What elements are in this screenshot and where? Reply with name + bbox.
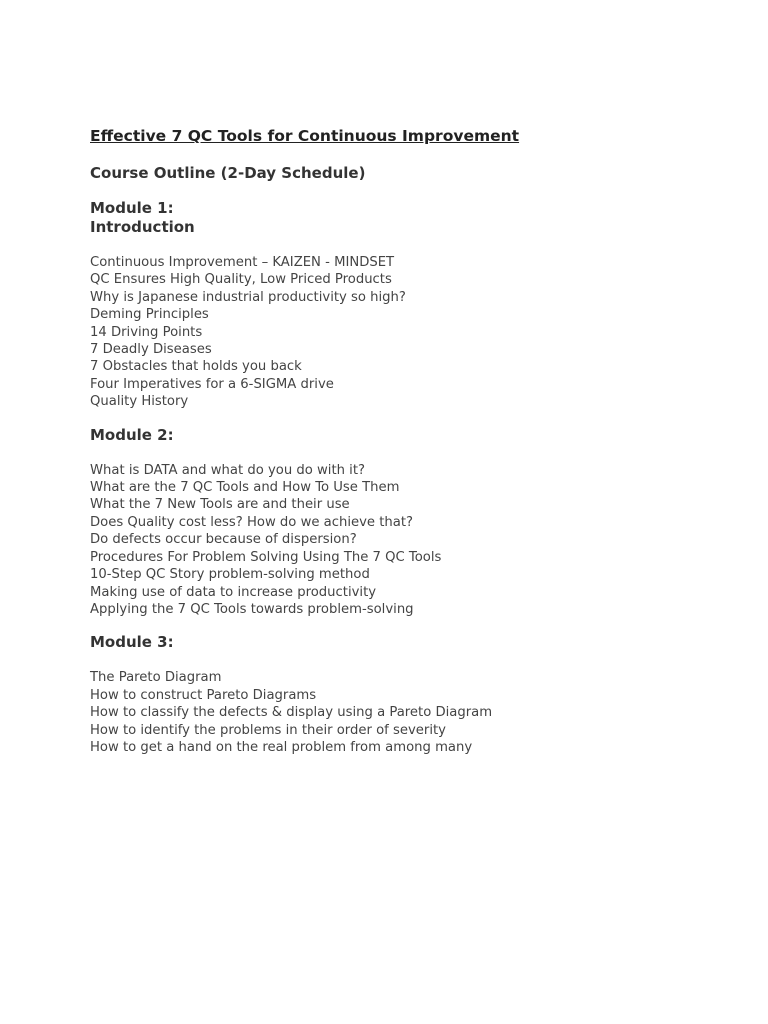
course-outline-heading: Course Outline (2-Day Schedule) — [90, 164, 366, 182]
list-item: How to classify the defects & display using a Pareto Diagram — [90, 705, 493, 721]
list-item: Quality History — [90, 394, 189, 410]
list-item: 10-Step QC Story problem-solving method — [90, 567, 370, 583]
module-2-topic-list — [90, 462, 730, 619]
list-item: Making use of data to increase productivity — [90, 584, 377, 600]
list-item: 7 Deadly Diseases — [90, 342, 212, 358]
list-item: How to get a hand on the real problem from among many — [90, 739, 473, 755]
module-3-section — [90, 633, 730, 756]
module-2-section — [90, 426, 730, 619]
module-1-section — [90, 199, 730, 411]
list-item: What is DATA and what do you do with it? — [90, 462, 366, 478]
list-item: How to identify the problems in their order of severity — [90, 722, 446, 738]
document-title: Effective 7 QC Tools for Continuous Improvement — [90, 127, 520, 145]
list-item: Does Quality cost less? How do we achieve that? — [90, 514, 414, 530]
module-1-subheading: Introduction — [90, 218, 195, 236]
list-item: What the 7 New Tools are and their use — [90, 497, 350, 513]
list-item: What are the 7 QC Tools and How To Use Them — [90, 480, 400, 496]
list-item: The Pareto Diagram — [90, 670, 222, 686]
module-3-heading: Module 3: — [90, 633, 174, 652]
list-item: Applying the 7 QC Tools towards problem-solving — [90, 601, 414, 617]
list-item: Why is Japanese industrial productivity so high? — [90, 289, 406, 305]
list-item: Deming Principles — [90, 307, 209, 323]
list-item: Procedures For Problem Solving Using The 7 QC Tools — [90, 549, 442, 565]
list-item: QC Ensures High Quality, Low Priced Products — [90, 272, 392, 288]
document-content — [90, 125, 730, 756]
list-item: 7 Obstacles that holds you back — [90, 359, 302, 375]
module-1-heading: Module 1: — [90, 199, 174, 217]
module-2-heading: Module 2: — [90, 425, 174, 444]
list-item: How to construct Pareto Diagrams — [90, 687, 317, 703]
list-item: Continuous Improvement – KAIZEN - MINDSET — [90, 255, 395, 270]
module-1-topic-list — [90, 254, 730, 411]
list-item: 14 Driving Points — [90, 324, 203, 340]
list-item: Do defects occur because of dispersion? — [90, 532, 357, 548]
module-3-topic-list — [90, 669, 730, 756]
list-item: Four Imperatives for a 6-SIGMA drive — [90, 376, 334, 392]
